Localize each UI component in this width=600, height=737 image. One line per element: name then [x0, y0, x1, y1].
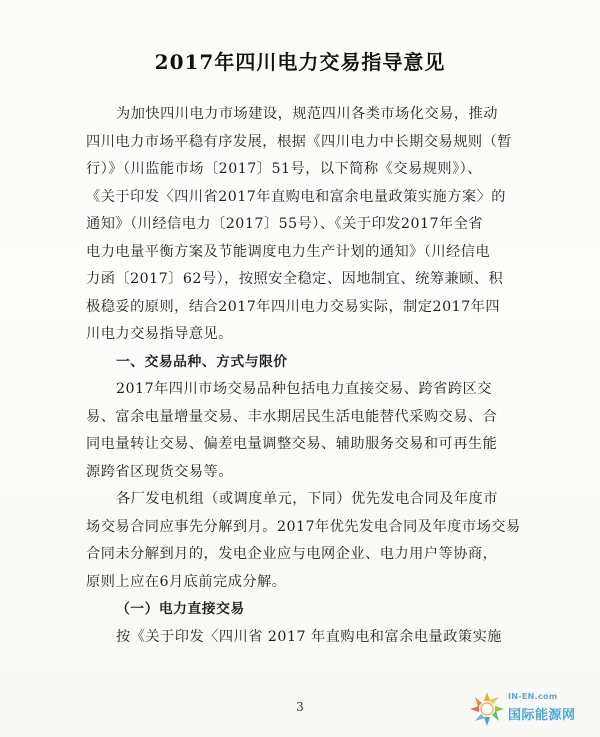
body-line: 原则上应在6月底前完成分解。 [86, 573, 287, 590]
body-line: 力函〔2017〕62号），按照安全稳定、因地制宜、统筹兼顾、积 [86, 271, 504, 287]
body-line: 《关于印发〈四川省2017年直购电和富余电量政策实施方案〉的 [86, 188, 506, 205]
page-number: 3 [296, 700, 304, 714]
body-line: 通知》（川经信电力〔2017〕55号）、《关于印发2017年全省 [86, 216, 484, 232]
subsection-heading: （一）电力直接交易 [116, 601, 245, 617]
sun-logo-icon [468, 690, 506, 728]
body-line: 电力电量平衡方案及节能调度电力生产计划的通知》（川经信电 [86, 243, 491, 260]
body-line: 各厂发电机组（或调度单元，下同）优先发电合同及年度市 [116, 491, 498, 507]
body-line: 行）》（川监能市场〔2017〕51号，以下简称《交易规则》）、 [86, 161, 482, 177]
body-line: 极稳妥的原则，结合2017年四川电力交易实际，制定2017年四 [86, 298, 501, 315]
section-heading: 一、交易品种、方式与限价 [116, 353, 288, 370]
body-line: 按《关于印发〈四川省 2017 年直购电和富余电量政策实施 [116, 628, 502, 645]
watermark-logo [468, 688, 596, 732]
body-line: 易、富余电量增量交易、丰水期居民生活电能替代采购交易、合 [86, 408, 498, 425]
body-line: 四川电力市场平稳有序发展，根据《四川电力中长期交易规则（暂 [86, 133, 512, 150]
body-line: 场交易合同应事先分解到月。2017年优先发电合同及年度市场交易 [86, 518, 521, 535]
body-line: 为加快四川电力市场建设，规范四川各类市场化交易，推动 [116, 106, 498, 122]
body-line: 源跨省区现货交易等。 [86, 463, 233, 480]
document-title: 2017年四川电力交易指导意见 [154, 50, 446, 74]
body-line: 2017年四川市场交易品种包括电力直接交易、跨省跨区交 [116, 381, 492, 397]
watermark-domain: IN-EN.com [508, 692, 558, 701]
document-body [86, 101, 520, 651]
body-line: 合同未分解到月的，发电企业应与电网企业、电力用户等协商， [86, 546, 498, 562]
body-line: 川电力交易指导意见。 [86, 326, 233, 342]
watermark-brand: 国际能源网 [508, 708, 576, 723]
body-line: 同电量转让交易、偏差电量调整交易、辅助服务交易和可再生能 [86, 436, 498, 452]
